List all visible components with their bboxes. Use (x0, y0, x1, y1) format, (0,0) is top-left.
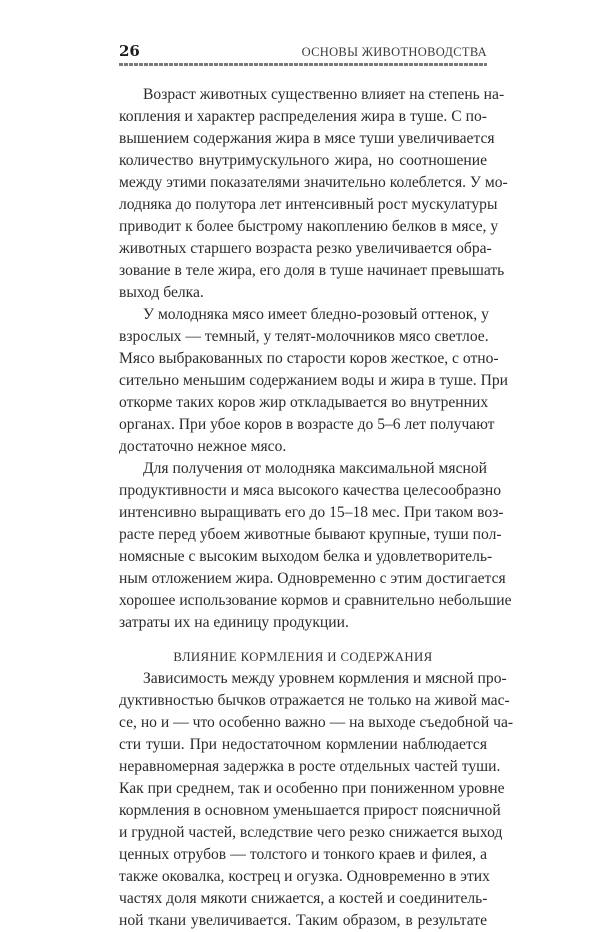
text-line: сти туши. При недостаточном кормлении наблюдается (119, 736, 487, 753)
text-line: кормления в основном уменьшается прирост поясничной (119, 802, 501, 819)
text-line: се, но и — что особенно важно — на выходе съедобной ча- (119, 714, 514, 731)
page-number: 26 (119, 42, 140, 60)
paragraph-1 (119, 84, 508, 304)
text-line: Зависимость между уровнем кормления и мясной про- (143, 670, 507, 687)
text-line: интенсивно выращивать его до 15–18 мес. При таком воз- (119, 504, 504, 521)
running-title: ОСНОВЫ ЖИВОТНОВОДСТВА (301, 45, 487, 59)
text-line: ной ткани увеличивается. Таким образом, в результате (119, 912, 487, 929)
text-line: номясные с высоким выходом белка и удовлетворитель- (119, 548, 493, 565)
section-paragraph (119, 668, 514, 932)
text-line: между этими показателями значительно колеблется. У мо- (119, 174, 508, 191)
text-line: взрослых — темный, у телят-молочников мясо светлое. (119, 328, 489, 345)
text-line: хорошее использование кормов и сравнительно небольшие (119, 592, 512, 609)
text-line: У молодняка мясо имеет бледно-розовый оттенок, у (143, 306, 489, 323)
text-line: Возраст животных существенно влияет на степень на- (143, 86, 505, 103)
text-line: приводит к более быстрому накоплению белков в мясе, у (119, 218, 499, 235)
text-line: также оковалка, кострец и огузка. Одновременно в этих (119, 868, 490, 885)
section-heading: ВЛИЯНИЕ КОРМЛЕНИЯ И СОДЕРЖАНИЯ (173, 650, 433, 664)
text-line: органах. При убое коров в возрасте до 5–6 лет получают (119, 416, 495, 433)
header-dashed-rule (119, 63, 487, 66)
running-head (119, 40, 487, 60)
paragraph-3 (119, 458, 512, 634)
text-line: животных старшего возраста резко увеличивается обра- (119, 240, 492, 257)
text-line: и грудной частей, вследствие чего резко снижается выход (119, 824, 503, 841)
text-line: ным отложением жира. Одновременно с этим достигается (119, 570, 506, 587)
text-line: зование в теле жира, его доля в туше начинает превышать (119, 262, 505, 279)
body-text (119, 84, 514, 932)
text-line: копления и характер распределения жира в туше. С по- (119, 108, 487, 125)
book-page (119, 40, 514, 932)
text-line: Мясо выбракованных по старости коров жесткое, с отно- (119, 350, 499, 367)
text-line: лодняка до полутора лет интенсивный рост мускулатуры (119, 196, 498, 213)
text-line: выход белка. (119, 284, 204, 301)
text-line: ценных отрубов — толстого и тонкого краев и филея, а (119, 846, 487, 863)
paragraph-2 (119, 304, 508, 458)
text-line: дуктивностью бычков отражается не только на живой мас- (119, 692, 510, 709)
text-line: достаточно нежное мясо. (119, 438, 287, 455)
text-line: расте перед убоем животные бывают крупные, туши пол- (119, 526, 502, 543)
text-line: вышением содержания жира в мясе туши увеличивается (119, 130, 495, 147)
text-line: неравномерная задержка в росте отдельных частей туши. (119, 758, 501, 775)
text-line: сительно меньшим содержанием воды и жира в туше. При (119, 372, 508, 389)
text-line: затраты их на единицу продукции. (119, 614, 349, 631)
text-line: Как при среднем, так и особенно при пониженном уровне (119, 780, 505, 797)
text-line: Для получения от молодняка максимальной мясной (143, 460, 487, 477)
text-line: откорме таких коров жир откладывается во внутренних (119, 394, 489, 411)
text-line: частях доля мякоти снижается, а костей и соединитель- (119, 890, 488, 907)
text-line: количество внутримускульного жира, но соотношение (119, 152, 487, 169)
text-line: продуктивности и мяса высокого качества целесообразно (119, 482, 502, 499)
